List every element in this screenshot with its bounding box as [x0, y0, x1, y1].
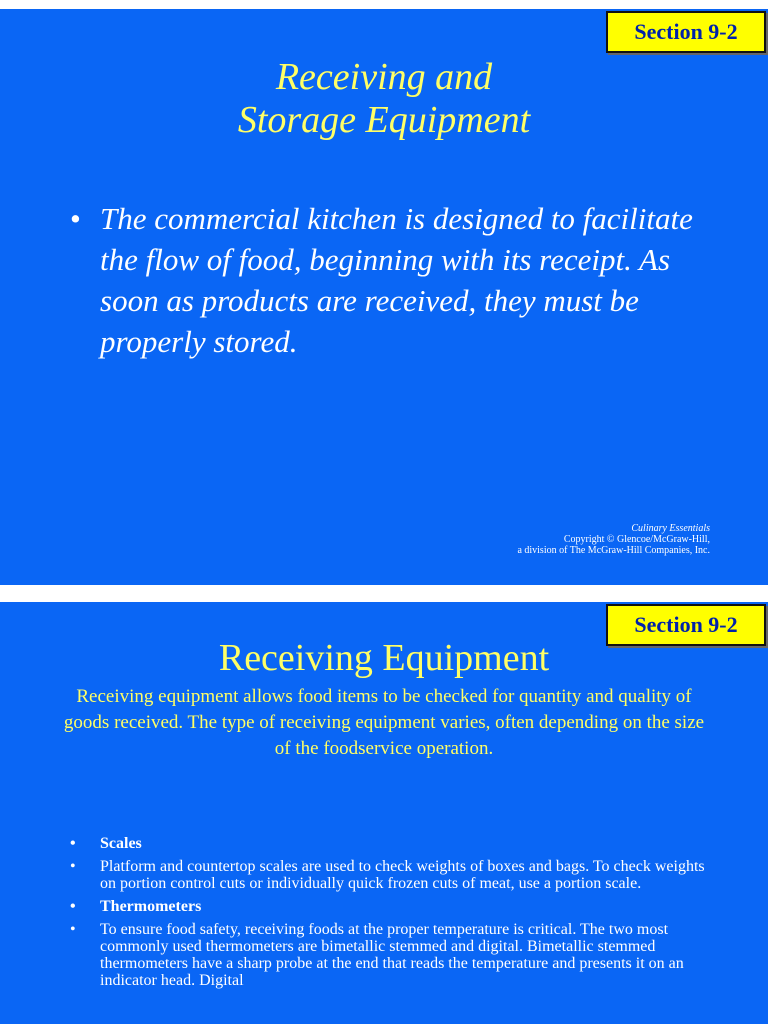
- bullet-icon: •: [70, 835, 76, 852]
- list-item-text: Platform and countertop scales are used to check weights of boxes and bags. To check weights on portion control cuts or individually quick frozen cuts of meat, use a portion scale.: [100, 858, 705, 892]
- slide-intro: Receiving equipment allows food items to be checked for quantity and quality of goods received. The type of receiving equipment varies, often depending on the size of the foodservice operation.: [63, 686, 705, 759]
- copyright-division: a division of The McGraw-Hill Companies, Inc.: [517, 545, 710, 556]
- list-item-text: Thermometers: [100, 898, 202, 915]
- copyright-notice: [517, 523, 710, 556]
- bullet-icon: •: [70, 898, 76, 915]
- bullet-list: [70, 835, 710, 995]
- list-item: [70, 858, 710, 892]
- list-item-text: To ensure food safety, receiving foods at the proper temperature is critical. The two most commonly used thermometers are bimetallic stemmed and digital. Bimetallic stemmed thermometers have a sharp probe at the end that reads the temperature and presents it on an indicator head. Digital: [100, 921, 684, 989]
- slide-1: [0, 9, 768, 585]
- slide-title: [0, 56, 768, 142]
- bullet-icon: •: [70, 858, 76, 875]
- copyright-book: Culinary Essentials: [631, 523, 710, 534]
- slide-title: Receiving Equipment: [218, 637, 550, 679]
- title-line-1: Receiving and: [275, 56, 493, 98]
- copyright-line: Copyright © Glencoe/McGraw-Hill,: [563, 534, 710, 545]
- title-line-2: Storage Equipment: [237, 99, 531, 141]
- bullet-icon: •: [70, 201, 81, 236]
- list-item: [70, 921, 710, 989]
- list-item-text: Scales: [100, 835, 142, 852]
- bullet-icon: •: [70, 921, 76, 938]
- slide-2: [0, 602, 768, 1024]
- section-badge: Section 9-2: [606, 604, 766, 646]
- list-item: [70, 835, 710, 852]
- bullet-text: The commercial kitchen is designed to facilitate the flow of food, beginning with its receipt. As soon as products are received, they must be properly stored.: [100, 201, 693, 359]
- bullet-item: [70, 198, 710, 362]
- section-badge: Section 9-2: [606, 11, 766, 53]
- list-item: [70, 898, 710, 915]
